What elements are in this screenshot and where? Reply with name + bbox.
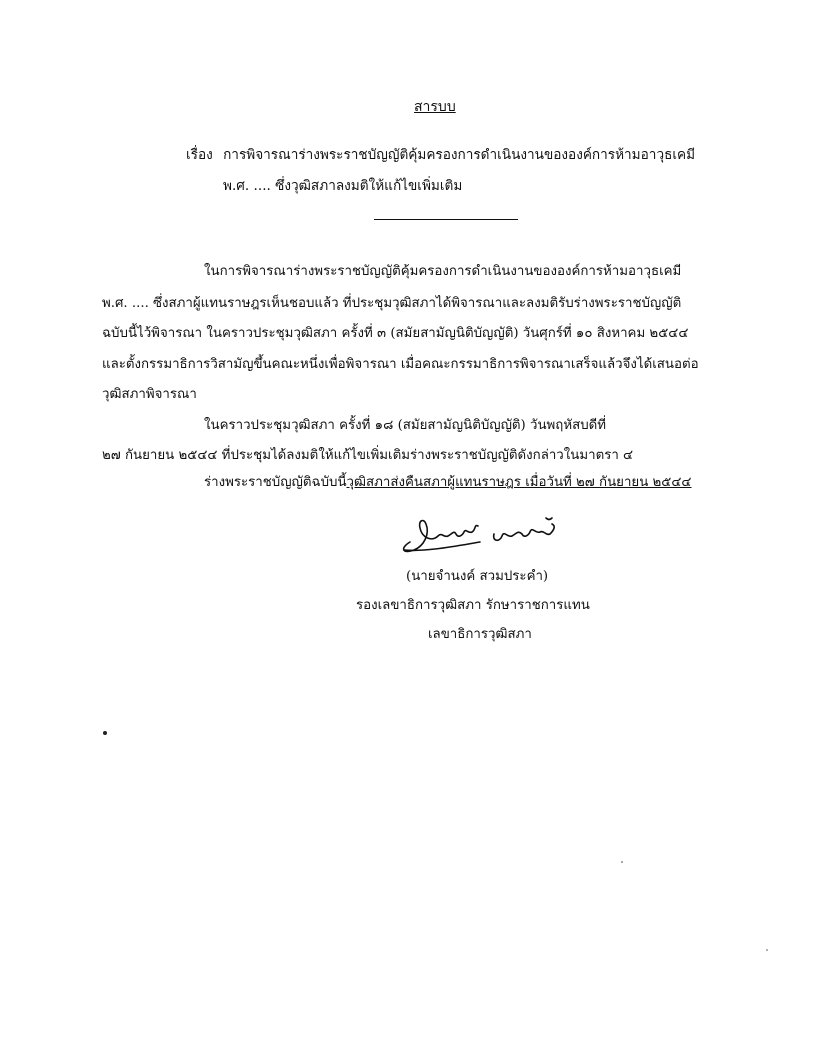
paragraph-3-line-1 bbox=[204, 471, 692, 492]
paragraph-2-line-2: ๒๗ กันยายน ๒๕๔๔ ที่ประชุมได้ลงมติให้แก้ไขเพิ่มเติมร่างพระราชบัญญัติดังกล่าวในมาตรา ๔ bbox=[102, 448, 634, 463]
paragraph-1-line-3: ฉบับนี้ไว้พิจารณา ในคราวประชุมวุฒิสภา ครั้งที่ ๓ (สมัยสามัญนิติบัญญัติ) วันศุกร์ที่ ๑๐ สิงหาคม ๒๕๔๔ bbox=[102, 326, 689, 341]
paragraph-1-line-1: ในการพิจารณาร่างพระราชบัญญัติคุ้มครองการดำเนินงานขององค์การห้ามอาวุธเคมี bbox=[204, 264, 682, 279]
paragraph-1-line-4: และตั้งกรรมาธิการวิสามัญขึ้นคณะหนึ่งเพื่อพิจารณา เมื่อคณะกรรมาธิการพิจารณาเสร็จแล้วจึงได้เสนอต่อ bbox=[102, 357, 699, 372]
paragraph-1-line-5: วุฒิสภาพิจารณา bbox=[102, 387, 197, 402]
scan-speck bbox=[103, 731, 107, 735]
signer-title: รองเลขาธิการวุฒิสภา รักษาราชการแทน bbox=[356, 598, 590, 613]
paragraph-2-line-1: ในคราวประชุมวุฒิสภา ครั้งที่ ๑๘ (สมัยสามัญนิติบัญญัติ) วันพฤหัสบดีที่ bbox=[204, 418, 607, 433]
subject-line-2: พ.ศ. .... ซึ่งวุฒิสภาลงมติให้แก้ไขเพิ่มเติม bbox=[223, 178, 463, 194]
subject-label: เรื่อง bbox=[186, 147, 213, 163]
document-heading: สารบบ bbox=[414, 99, 456, 115]
paragraph-1-line-2: พ.ศ. .... ซึ่งสภาผู้แทนราษฎรเห็นชอบแล้ว ที่ประชุมวุฒิสภาได้พิจารณาและลงมติรับร่างพระราชบัญญัติ bbox=[102, 296, 682, 311]
divider-line bbox=[374, 219, 518, 220]
subject-title: การพิจารณาร่างพระราชบัญญัติคุ้มครองการดำเนินงานขององค์การห้ามอาวุธเคมี bbox=[223, 147, 696, 163]
scan-speck bbox=[621, 861, 623, 863]
signer-name: (นายจำนงค์ สวมประคำ) bbox=[406, 569, 549, 584]
scan-speck bbox=[766, 949, 768, 951]
signer-role: เลขาธิการวุฒิสภา bbox=[428, 627, 532, 642]
subject-line-1 bbox=[186, 143, 695, 165]
paragraph-3-prefix: ร่างพระราชบัญญัติฉบับนี้ bbox=[204, 475, 347, 490]
paragraph-3-underlined-text: วุฒิสภาส่งคืนสภาผู้แทนราษฎร เมื่อวันที่ ๒๗ กันยายน ๒๕๔๔ bbox=[346, 475, 692, 490]
handwritten-signature bbox=[396, 512, 562, 556]
